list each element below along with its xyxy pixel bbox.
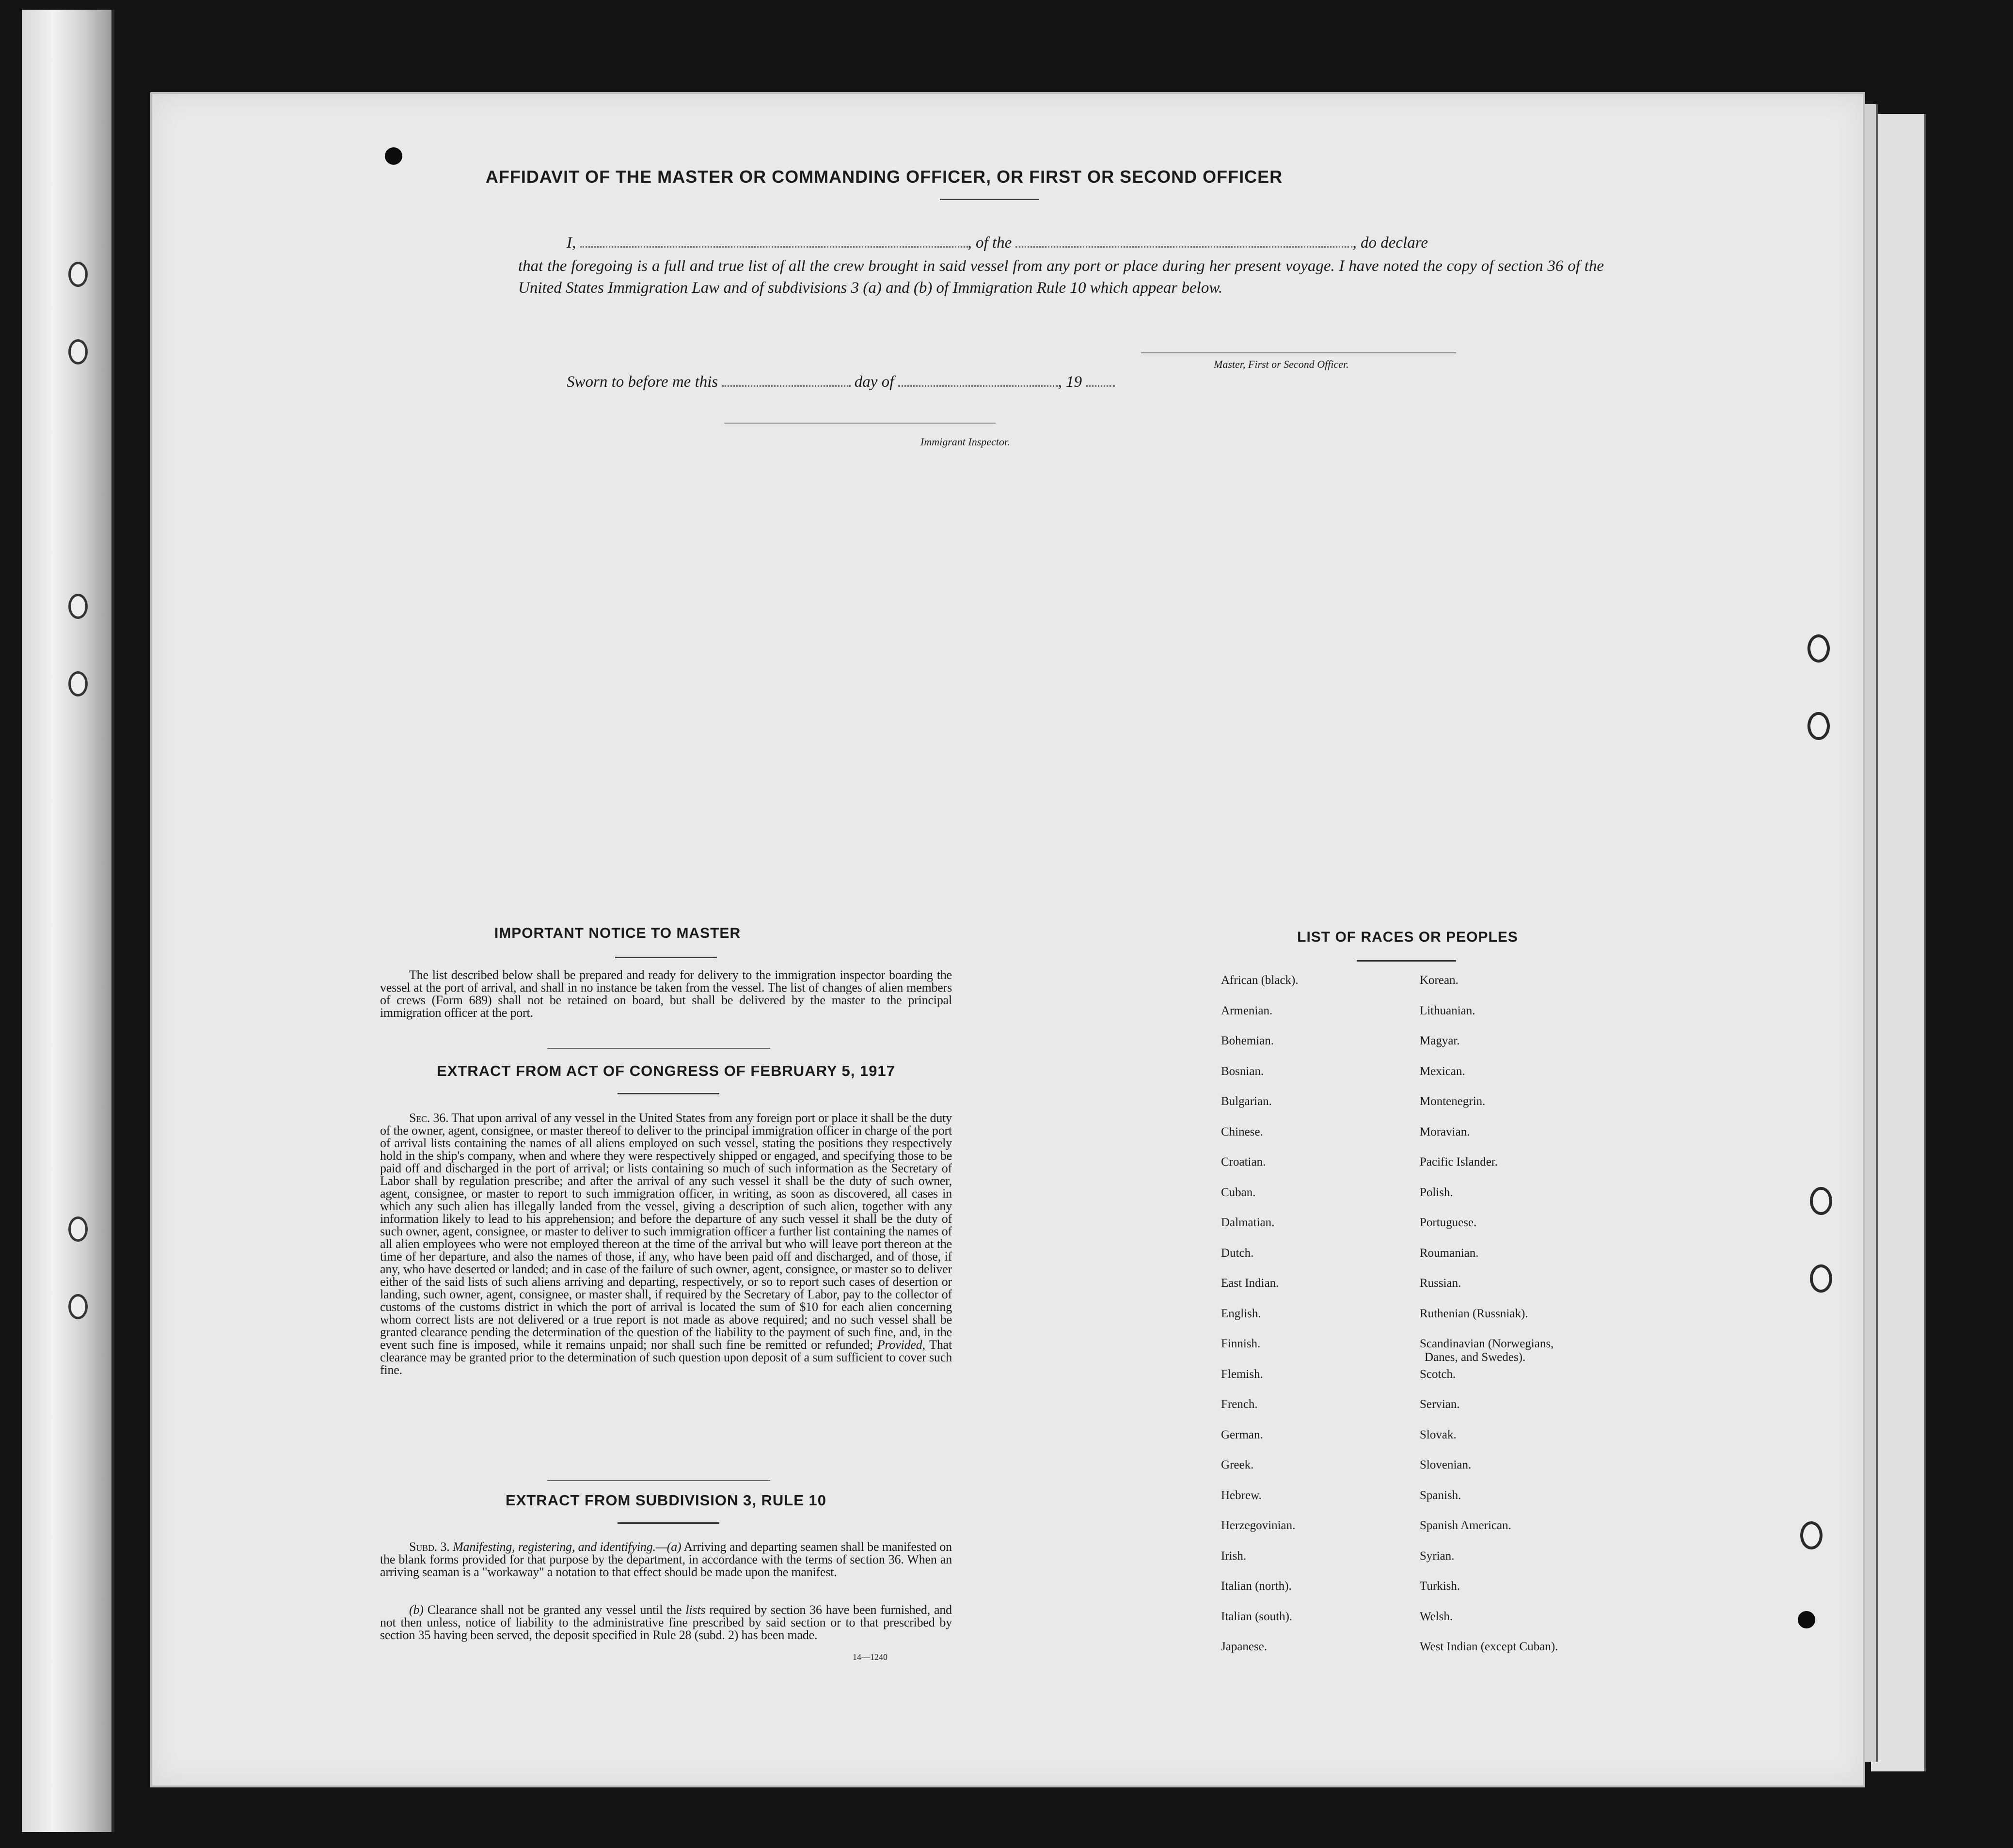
b-label: (b) (409, 1603, 424, 1617)
race-item: Servian. (1420, 1398, 1460, 1411)
race-item: Pacific Islander. (1420, 1155, 1498, 1169)
year-blank (1086, 373, 1115, 387)
binder-ring-hole (1807, 712, 1830, 740)
spine-hole (68, 339, 88, 364)
race-item: Bohemian. (1221, 1034, 1274, 1047)
race-item: Russian. (1420, 1277, 1461, 1290)
affidavit-i: I, (567, 234, 576, 252)
race-item: West Indian (except Cuban). (1420, 1640, 1558, 1653)
race-item: Polish. (1420, 1185, 1453, 1199)
race-item: East Indian. (1221, 1277, 1279, 1290)
race-item: Welsh. (1420, 1610, 1453, 1623)
spine-hole (68, 262, 88, 287)
act-body: That upon arrival of any vessel in the United States from any foreign port or place it shall be the duty of the owner, agent, consignee, or master thereof to deliver to the principal immigration officer in charge of the port of arrival lists containing the names of all aliens employed on such vessel, stating the positions they respectively hold in the ship's company, when and where they were respectively shipped or engaged, and specifying those to be paid off and discharged in the port of arrival; or lists containing so much of such information as the Secretary of Labor shall by regulation prescribe; and after the arrival of any such vessel it shall be the duty of such owner, agent, consignee, or master to report to such immigration officer, in writing, as soon as discovered, all cases in which any such alien has illegally landed from the vessel, giving a description of such alien, together with any information likely to lead to his apprehension; and before the departure of any such vessel it shall be the duty of such owner, agent, consignee, or master to deliver to such immigration officer a further list containing the names of all alien employees who were not employed thereon at the time of the arrival but who will leave port thereon at the time of her departure, and also the names of those, if any, who have been paid off and discharged, and of those, if any, who have deserted or landed; and in case of the failure of such owner, agent, consignee, or master so to deliver either of the said lists of such aliens arriving and departing, respectively, or so to report such cases of desertion or landing, such owner, agent, consignee, or master shall, if required by the Secretary of Labor, pay to the collector of customs of the customs district in which the port of arrival is located the sum of $10 for each alien concerning whom correct lists are not delivered or a true report is not made as above required; and no such vessel shall be granted clearance pending the determination of the question of the liability to the payment of such fine, and, in the event such fine is imposed, while it remains unpaid; nor shall such fine be remitted or refunded; (380, 1111, 952, 1352)
affidavit-of-the: , of the (967, 234, 1012, 252)
sworn-text: Sworn to before me this (567, 373, 718, 391)
races-title: LIST OF RACES OR PEOPLES (1297, 929, 1518, 945)
rule-title: EXTRACT FROM SUBDIVISION 3, RULE 10 (506, 1492, 826, 1509)
act-text (380, 1112, 952, 1376)
race-item: Flemish. (1221, 1367, 1263, 1381)
form-number: 14—1240 (853, 1652, 888, 1662)
race-item: Cuban. (1221, 1185, 1256, 1199)
race-item: Scotch. (1420, 1367, 1456, 1381)
race-item: Slovenian. (1420, 1458, 1472, 1471)
race-item: Danes, and Swedes). (1425, 1351, 1526, 1364)
race-item: Italian (north). (1221, 1579, 1292, 1593)
race-item: Croatian. (1221, 1155, 1266, 1169)
race-item: Dalmatian. (1221, 1216, 1275, 1229)
month-blank (898, 373, 1058, 387)
binder-ring-hole (1810, 1187, 1832, 1215)
race-item: Slovak. (1420, 1428, 1457, 1441)
affidavit-line1 (567, 234, 1428, 252)
binder-ring-hole (1810, 1264, 1832, 1293)
race-item: Mexican. (1420, 1064, 1465, 1078)
rule-title-rule (618, 1522, 719, 1524)
race-item: Bulgarian. (1221, 1095, 1272, 1108)
spine-hole (68, 1216, 88, 1242)
provided-text: That clearance may be granted prior to the determination of such question upon deposit of a sum sufficient to cover such fine. (380, 1338, 952, 1377)
race-item: Magyar. (1420, 1034, 1460, 1047)
race-item: Spanish. (1420, 1488, 1461, 1502)
act-rule (618, 1093, 719, 1094)
inspector-line (724, 423, 996, 424)
affidavit-title: AFFIDAVIT OF THE MASTER OR COMMANDING OFFICER, OR FIRST OR SECOND OFFICER (485, 167, 1283, 187)
binder-ring-hole (1807, 634, 1830, 663)
subd-label: Subd. 3. (409, 1540, 450, 1554)
race-item: Roumanian. (1420, 1246, 1479, 1260)
spine-hole (68, 594, 88, 619)
race-item: Syrian. (1420, 1549, 1455, 1563)
binder-ring-hole (1800, 1521, 1823, 1549)
subd-text-a: Arriving and departing seamen shall be manifested on the blank forms provided for that purpose by the department, in accordance with the terms of section 36. When an arriving seaman is a "workaway" a notation to that effect should be made upon the manifest. (380, 1540, 952, 1579)
year-text: , 19 (1058, 373, 1082, 391)
back-page-edge (1871, 114, 1926, 1771)
race-item: Japanese. (1221, 1640, 1268, 1653)
race-item: Hebrew. (1221, 1488, 1262, 1502)
race-item: Ruthenian (Russniak). (1420, 1307, 1528, 1320)
rule-text-a (380, 1541, 952, 1579)
races-rule (1357, 960, 1456, 962)
sworn-line (567, 373, 1115, 391)
inspector-label: Immigrant Inspector. (920, 436, 1010, 448)
title-rule (940, 199, 1039, 200)
race-item: Scandinavian (Norwegians, (1420, 1337, 1554, 1350)
signature-line (1141, 352, 1456, 353)
race-item: Dutch. (1221, 1246, 1254, 1260)
b-text-1: Clearance shall not be granted any vessel until the (427, 1603, 682, 1617)
race-item: Turkish. (1420, 1579, 1460, 1593)
provided-label: Provided, (877, 1338, 925, 1352)
act-title: EXTRACT FROM ACT OF CONGRESS OF FEBRUARY 5, 1917 (437, 1062, 895, 1079)
race-item: French. (1221, 1398, 1258, 1411)
race-item: Italian (south). (1221, 1610, 1293, 1623)
race-item: Lithuanian. (1420, 1004, 1475, 1017)
race-item: Korean. (1420, 974, 1458, 987)
punch-hole (1798, 1611, 1815, 1628)
notice-title: IMPORTANT NOTICE TO MASTER (494, 925, 741, 941)
race-item: Spanish American. (1420, 1519, 1511, 1532)
race-item: African (black). (1221, 974, 1299, 987)
binder-spine (22, 10, 114, 1832)
spine-hole (68, 1294, 88, 1319)
punch-hole (385, 147, 402, 165)
b-text-2: required by section 36 have been furnished, and not then unless, notice of liability to the administrative fine prescribed by said section or to that prescribed by section 35 having been served, the deposit specified in Rule 28 (subd. 2) has been made. (380, 1603, 952, 1642)
vessel-blank (1015, 234, 1352, 248)
name-blank (580, 234, 968, 248)
race-item: Montenegrin. (1420, 1095, 1486, 1108)
notice-rule (615, 957, 717, 958)
race-item: Armenian. (1221, 1004, 1273, 1017)
day-blank (722, 373, 851, 387)
race-item: Greek. (1221, 1458, 1254, 1471)
document-page (150, 92, 1865, 1787)
sec-label: Sec. 36. (409, 1111, 449, 1125)
spine-hole (68, 671, 88, 696)
section-divider (547, 1480, 770, 1481)
race-item: Chinese. (1221, 1125, 1263, 1138)
race-item: Portuguese. (1420, 1216, 1477, 1229)
b-lists: lists (685, 1603, 706, 1617)
signature-label: Master, First or Second Officer. (1214, 358, 1349, 370)
race-item: English. (1221, 1307, 1261, 1320)
day-of-text: day of (854, 373, 894, 391)
race-item: Herzegovinian. (1221, 1519, 1296, 1532)
race-item: Bosnian. (1221, 1064, 1264, 1078)
notice-text: The list described below shall be prepared and ready for delivery to the immigration inspector boarding the vessel at the port of arrival, and shall in no instance be taken from the vessel. The list of changes of alien members of crews (Form 689) shall not be retained on board, but shall be delivered by the master to the principal immigration officer at the port. (380, 968, 952, 1020)
race-item: Irish. (1221, 1549, 1247, 1563)
race-item: Moravian. (1420, 1125, 1470, 1138)
race-item: German. (1221, 1428, 1263, 1441)
section-divider (547, 1048, 770, 1049)
race-item: Finnish. (1221, 1337, 1261, 1350)
affidavit-body: that the foregoing is a full and true list of all the crew brought in said vessel from any port or place during her present voyage. I have noted the copy of section 36 of the United States Immigration Law and of subdivisions 3 (a) and (b) of Immigration Rule 10 which appear below. (518, 257, 1604, 297)
rule-text-b (380, 1604, 952, 1642)
affidavit-declare: , do declare (1352, 234, 1428, 252)
subd-heading: Manifesting, registering, and identifying.—(a) (453, 1540, 682, 1554)
